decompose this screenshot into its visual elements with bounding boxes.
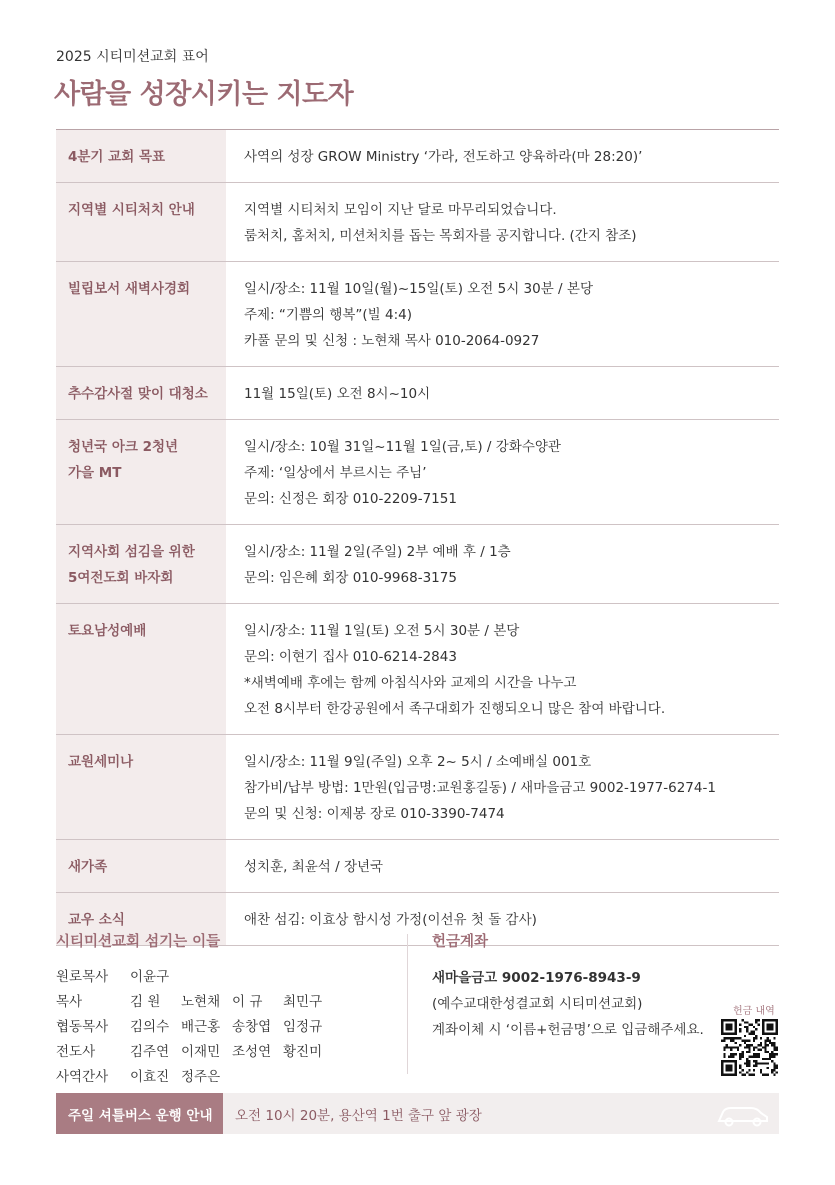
notice-row — [56, 735, 779, 840]
notice-content-line: 문의: 신정은 회장 010-2209-7151 — [244, 491, 457, 507]
staff-name: 이재민 — [181, 1044, 221, 1060]
notice-content-line: 애찬 섬김: 이효상 함시성 가정(이선유 첫 돌 감사) — [244, 912, 537, 928]
footer-divider — [407, 934, 408, 1074]
notice-label — [56, 420, 226, 524]
notice-label-line: 토요남성예배 — [68, 623, 147, 639]
page-title: 사람을 성장시키는 지도자 — [54, 79, 354, 110]
staff-section — [56, 930, 396, 1090]
notice-content — [226, 183, 779, 261]
notice-row — [56, 183, 779, 262]
notice-content-line: 11월 15일(토) 오전 8시~10시 — [244, 386, 431, 402]
notice-label — [56, 525, 226, 603]
notice-label-line: 빌립보서 새벽사경회 — [68, 281, 191, 297]
notice-row — [56, 840, 779, 893]
staff-name: 황진미 — [283, 1044, 323, 1060]
staff-role: 전도사 — [56, 1044, 96, 1060]
notice-label-line: 교원세미나 — [68, 754, 134, 770]
notice-content-line: 문의 및 신청: 이제봉 장로 010-3390-7474 — [244, 806, 505, 822]
notice-row — [56, 604, 779, 735]
notice-label — [56, 604, 226, 734]
notice-label-line: 새가족 — [68, 859, 108, 875]
staff-name: 이윤구 — [130, 969, 170, 985]
staff-row — [56, 1040, 396, 1065]
staff-names — [130, 1040, 334, 1065]
staff-role: 원로목사 — [56, 969, 109, 985]
staff-name: 이 규 — [232, 994, 263, 1010]
notice-content-line: 문의: 임은혜 회장 010-9968-3175 — [244, 570, 457, 586]
offering-qr-code[interactable] — [721, 1019, 778, 1076]
staff-role: 사역간사 — [56, 1069, 109, 1085]
staff-name: 조성연 — [232, 1044, 272, 1060]
notice-row — [56, 367, 779, 420]
notice-content-line: *새벽예배 후에는 함께 아침식사와 교제의 시간을 나누고 — [244, 675, 577, 691]
notice-label-line: 5여전도회 바자회 — [68, 570, 174, 586]
notice-label-line: 가을 MT — [68, 465, 122, 481]
notice-label-line: 지역사회 섬김을 위한 — [68, 544, 195, 560]
notice-content-line: 일시/장소: 11월 2일(주일) 2부 예배 후 / 1층 — [244, 544, 511, 560]
notice-content-line: 참가비/납부 방법: 1만원(입금명:교원홍길동) / 새마을금고 9002-1977-6274-1 — [244, 780, 716, 796]
notice-label-line: 추수감사절 맞이 대청소 — [68, 386, 208, 402]
notice-content-line: 일시/장소: 11월 10일(월)~15일(토) 오전 5시 30분 / 본당 — [244, 281, 593, 297]
shuttle-bus-info: 오전 10시 20분, 용산역 1번 출구 앞 광장 — [235, 1107, 482, 1124]
staff-names — [130, 965, 181, 990]
notice-label — [56, 262, 226, 366]
notice-content-line: 지역별 시티처치 모임이 지난 달로 마무리되었습니다. — [244, 202, 557, 218]
staff-role: 목사 — [56, 994, 83, 1010]
notice-content-line: 문의: 이현기 집사 010-6214-2843 — [244, 649, 457, 665]
notice-label — [56, 735, 226, 839]
notice-content — [226, 735, 779, 839]
staff-names — [130, 1015, 334, 1040]
notice-content — [226, 840, 779, 892]
staff-name: 김주연 — [130, 1044, 170, 1060]
notice-label — [56, 367, 226, 419]
notice-content-line: 성치훈, 최윤석 / 장년국 — [244, 859, 384, 875]
staff-names — [130, 990, 334, 1015]
staff-name: 노현채 — [181, 994, 221, 1010]
notice-content-line: 사역의 성장 GROW Ministry ‘가라, 전도하고 양육하라(마 28:20)’ — [244, 149, 643, 165]
notice-table — [56, 129, 779, 946]
staff-name: 이효진 — [130, 1069, 170, 1085]
notice-label — [56, 840, 226, 892]
offering-account-holder: (예수교대한성결교회 시티미션교회) — [432, 996, 643, 1012]
staff-name: 배근홍 — [181, 1019, 221, 1035]
staff-name: 정주은 — [181, 1069, 221, 1085]
notice-content — [226, 130, 779, 182]
notice-label — [56, 183, 226, 261]
staff-name: 송창엽 — [232, 1019, 272, 1035]
staff-row — [56, 1015, 396, 1040]
notice-row — [56, 130, 779, 183]
staff-name: 김 원 — [130, 994, 161, 1010]
staff-names — [130, 1065, 232, 1090]
staff-list — [56, 965, 396, 1090]
notice-content-line: 주제: “기쁨의 행복”(빌 4:4) — [244, 307, 412, 323]
offering-instruction: 계좌이체 시 ‘이름+헌금명’으로 입금해주세요. — [432, 1022, 704, 1038]
qr-label: 헌금 내역 — [733, 1006, 775, 1017]
notice-row — [56, 525, 779, 604]
staff-name: 임정규 — [283, 1019, 323, 1035]
shuttle-bus-label: 주일 셔틀버스 운행 안내 — [56, 1093, 223, 1134]
staff-row — [56, 990, 396, 1015]
notice-content-line: 카풀 문의 및 신청 : 노현채 목사 010-2064-0927 — [244, 333, 540, 349]
offering-heading: 헌금계좌 — [432, 934, 489, 950]
notice-row — [56, 420, 779, 525]
bulletin-motto-label: 2025 시티미션교회 표어 — [56, 49, 209, 65]
staff-name: 최민구 — [283, 994, 323, 1010]
notice-content-line: 일시/장소: 11월 9일(주일) 오후 2~ 5시 / 소예배실 001호 — [244, 754, 592, 770]
car-icon — [715, 1103, 771, 1127]
staff-role: 협동목사 — [56, 1019, 109, 1035]
notice-content — [226, 604, 779, 734]
notice-content-line: 룸처치, 홈처치, 미션처치를 돕는 목회자를 공지합니다. (간지 참조) — [244, 228, 637, 244]
staff-name: 김의수 — [130, 1019, 170, 1035]
offering-account: 새마을금고 9002-1976-8943-9 — [432, 970, 641, 986]
notice-content-line: 오전 8시부터 한강공원에서 족구대회가 진행되오니 많은 참여 바랍니다. — [244, 701, 666, 717]
notice-content — [226, 262, 779, 366]
staff-row — [56, 1065, 396, 1090]
notice-label-line: 지역별 시티처치 안내 — [68, 202, 195, 218]
notice-content-line: 일시/장소: 10월 31일~11월 1일(금,토) / 강화수양관 — [244, 439, 561, 455]
shuttle-bus-bar — [56, 1093, 779, 1134]
notice-content — [226, 525, 779, 603]
notice-content-line: 주제: ‘일상에서 부르시는 주님’ — [244, 465, 427, 481]
notice-content — [226, 367, 779, 419]
notice-content — [226, 420, 779, 524]
staff-row — [56, 965, 396, 990]
notice-row — [56, 262, 779, 367]
staff-heading: 시티미션교회 섬기는 이들 — [56, 934, 221, 950]
notice-label — [56, 130, 226, 182]
notice-label-line: 교우 소식 — [68, 912, 125, 928]
notice-label-line: 4분기 교회 목표 — [68, 149, 166, 165]
notice-content-line: 일시/장소: 11월 1일(토) 오전 5시 30분 / 본당 — [244, 623, 520, 639]
notice-label-line: 청년국 아크 2청년 — [68, 439, 179, 455]
